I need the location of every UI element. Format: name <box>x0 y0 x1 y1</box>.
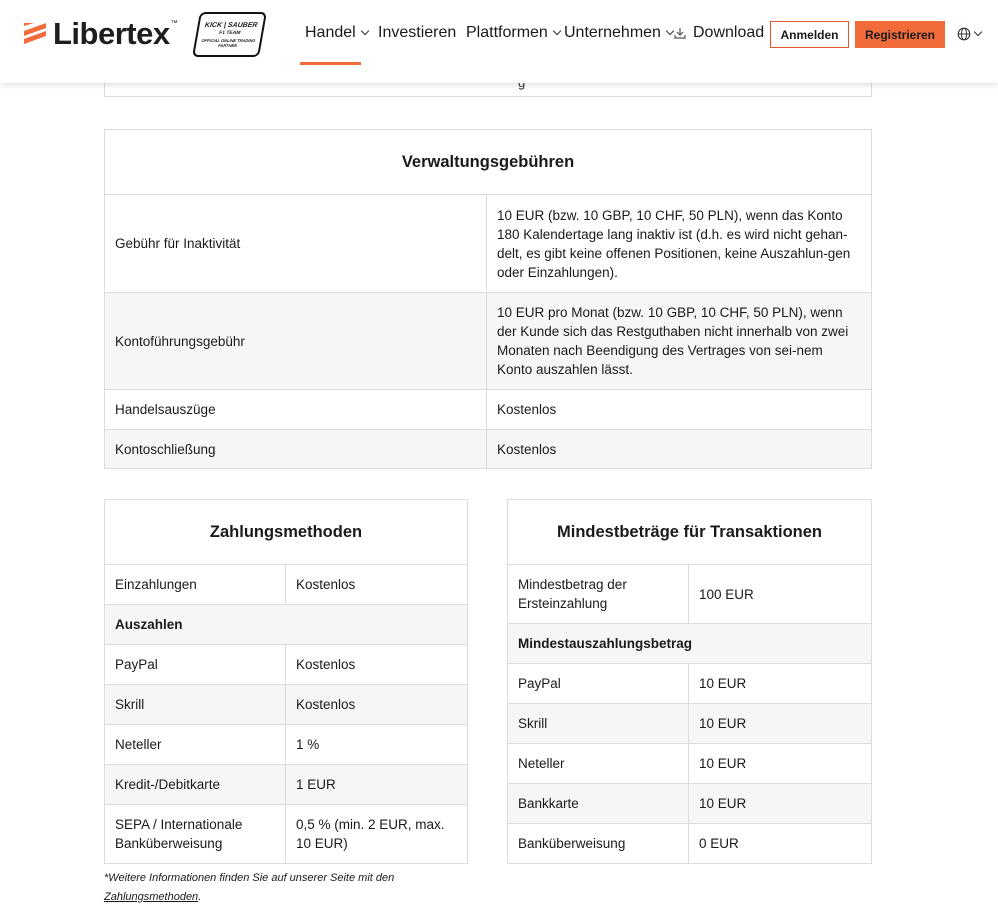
table-row <box>105 390 872 430</box>
nav-plattformen[interactable] <box>466 0 560 66</box>
minimum-value: 10 EUR <box>689 704 872 744</box>
minimum-amounts-title: Mindestbeträge für Transaktionen <box>508 500 872 565</box>
table-row <box>508 565 872 624</box>
table-row <box>508 704 872 744</box>
payment-label: Einzahlungen <box>105 565 286 605</box>
fee-value: Kostenlos <box>487 390 872 430</box>
globe-icon <box>957 27 971 41</box>
table-row <box>508 744 872 784</box>
payment-methods-link[interactable]: Zahlungsmethoden <box>104 891 199 903</box>
nav-unternehmen-label: Unternehmen <box>564 24 661 41</box>
chevron-down-icon <box>666 27 674 35</box>
fee-value: 10 EUR (bzw. 10 GBP, 10 CHF, 50 PLN), wenn das Konto 180 Kalendertage lang inaktiv ist (d.h. es wird nicht gehan-delt, es gibt keine offenen Positionen, keine Auszahlun-gen oder Einzahlungen). <box>487 195 872 293</box>
table-row <box>105 685 468 725</box>
nav-investieren[interactable] <box>378 0 456 66</box>
table-row <box>508 624 872 664</box>
nav-active-indicator <box>300 62 361 65</box>
payment-value: Kostenlos <box>286 565 468 605</box>
nav-investieren-label: Investieren <box>378 24 457 41</box>
table-row <box>105 645 468 685</box>
table-row <box>508 664 872 704</box>
fee-label: Kontoschließung <box>105 430 487 469</box>
download-icon <box>674 27 686 39</box>
table-row <box>105 805 468 864</box>
minimum-label: Banküberweisung <box>508 824 689 864</box>
table-row <box>105 565 468 605</box>
nav-download-label: Download <box>693 24 765 41</box>
table-row <box>508 824 872 864</box>
minimum-label: Neteller <box>508 744 689 784</box>
payment-value: 1 % <box>286 725 468 765</box>
brand-name: Libertex <box>53 16 170 51</box>
table-row <box>105 430 872 469</box>
payment-label: SEPA / Internationale Banküberweisung <box>105 805 286 864</box>
minimum-label: PayPal <box>508 664 689 704</box>
payment-methods-title: Zahlungsmethoden <box>105 500 468 565</box>
minimum-value: 10 EUR <box>689 744 872 784</box>
fee-value: 10 EUR pro Monat (bzw. 10 GBP, 10 CHF, 50 PLN), wenn der Kunde sich das Restguthaben nicht innerhalb von zwei Monaten nach Beendigung des Vertrages von sei-nem Konto auszahlen lässt. <box>487 293 872 390</box>
login-button[interactable]: Anmelden <box>770 21 849 48</box>
partner-line1: KICK | SAUBER <box>204 21 259 29</box>
payment-value: Kostenlos <box>286 685 468 725</box>
table-row <box>105 605 468 645</box>
brand-trademark: ™ <box>170 19 178 27</box>
fee-label: Gebühr für Inaktivität <box>105 195 487 293</box>
management-fees-table <box>104 129 872 469</box>
chevron-down-icon <box>553 27 561 35</box>
minimum-label: Bankkarte <box>508 784 689 824</box>
table-row <box>105 195 872 293</box>
fee-value: Kostenlos <box>487 430 872 469</box>
minimum-value: 10 EUR <box>689 784 872 824</box>
withdraw-heading: Auszahlen <box>105 605 468 645</box>
minimum-value: 0 EUR <box>689 824 872 864</box>
minimum-value: 10 EUR <box>689 664 872 704</box>
partner-line3: OFFICIAL ONLINE TRADING PARTNER <box>201 37 256 48</box>
nav-plattformen-label: Plattformen <box>466 24 548 41</box>
fee-label: Kontoführungsgebühr <box>105 293 487 390</box>
nav-handel[interactable] <box>305 0 368 66</box>
footnote-end: . <box>198 891 202 903</box>
language-selector[interactable] <box>957 27 981 41</box>
minimum-label: Skrill <box>508 704 689 744</box>
fee-label: Handelsauszüge <box>105 390 487 430</box>
payment-value: 0,5 % (min. 2 EUR, max. 10 EUR) <box>286 805 468 864</box>
nav-download[interactable] <box>674 0 764 66</box>
table-row <box>508 784 872 824</box>
payment-methods-table <box>104 499 468 864</box>
site-header <box>0 0 998 83</box>
minimum-label: Mindestbetrag der Ersteinzahlung <box>508 565 689 624</box>
minimum-value: 100 EUR <box>689 565 872 624</box>
nav-unternehmen[interactable] <box>564 0 673 66</box>
previous-table-tail <box>104 83 872 97</box>
payment-label: PayPal <box>105 645 286 685</box>
partner-badge <box>192 12 267 57</box>
partner-line2: F1 TEAM <box>218 29 242 36</box>
payment-footnote <box>104 869 464 904</box>
payment-label: Skrill <box>105 685 286 725</box>
chevron-down-icon <box>360 27 368 35</box>
payment-value: 1 EUR <box>286 765 468 805</box>
libertex-logo-icon <box>24 23 46 45</box>
management-fees-title: Verwaltungsgebühren <box>105 130 872 195</box>
payment-label: Kredit-/Debitkarte <box>105 765 286 805</box>
minimum-amounts-table <box>507 499 872 864</box>
table-row <box>105 765 468 805</box>
chevron-down-icon <box>974 28 982 36</box>
payment-value: Kostenlos <box>286 645 468 685</box>
min-withdraw-heading: Mindestauszahlungsbetrag <box>508 624 872 664</box>
table-row <box>105 293 872 390</box>
libertex-logo[interactable] <box>24 18 178 50</box>
nav-handel-label: Handel <box>305 24 356 41</box>
register-button[interactable]: Registrieren <box>855 21 945 48</box>
table-row <box>105 725 468 765</box>
payment-label: Neteller <box>105 725 286 765</box>
footnote-text: *Weitere Informationen finden Sie auf unserer Seite mit den <box>104 872 395 884</box>
